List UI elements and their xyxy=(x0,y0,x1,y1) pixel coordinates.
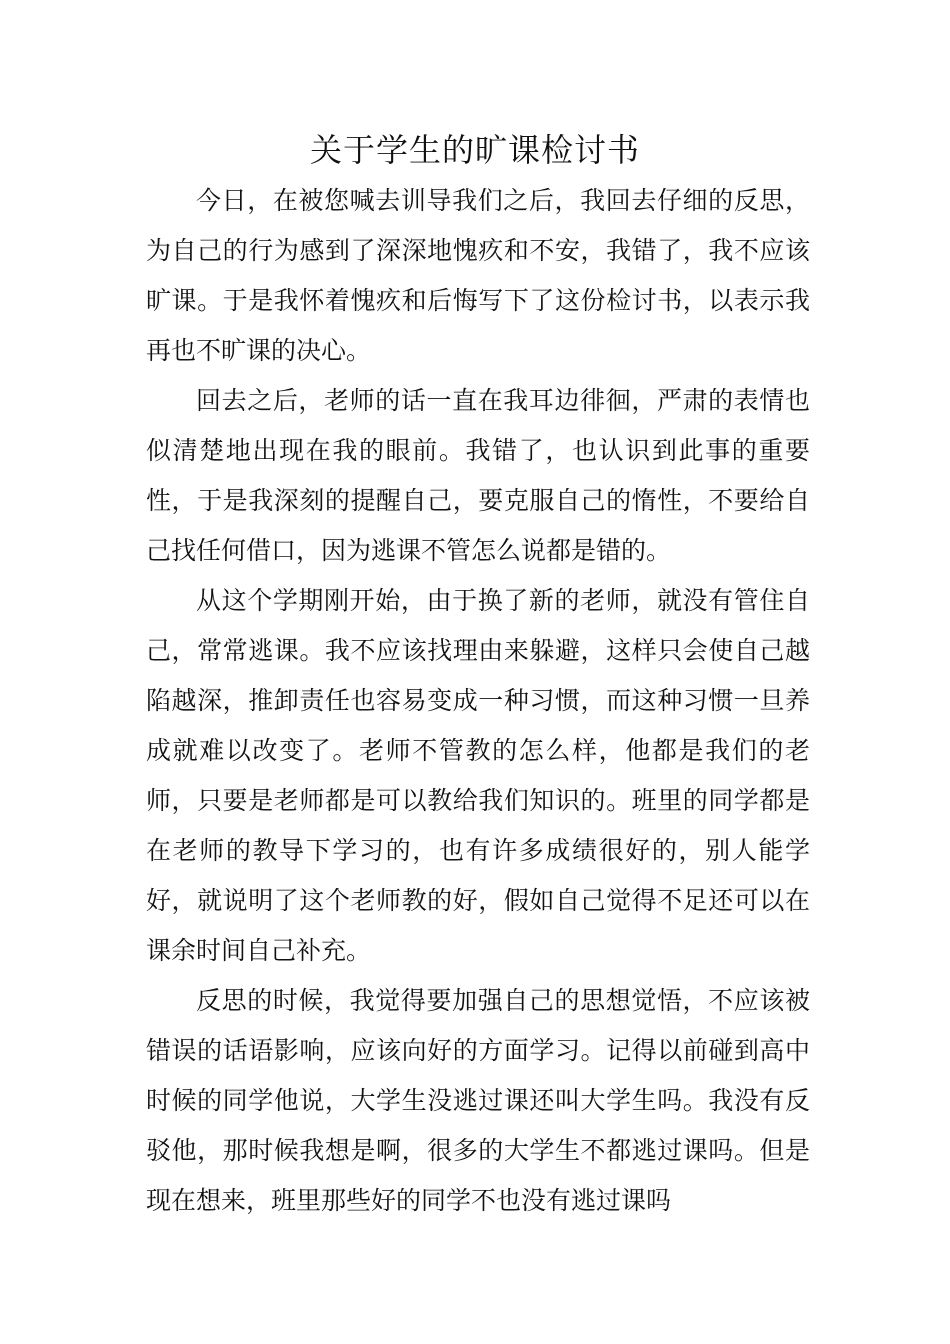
document-title: 关于学生的旷课检讨书 xyxy=(309,131,640,169)
paragraph-1: 今日，在被您喊去训导我们之后，我回去仔细的反思，为自己的行为感到了深深地愧疚和不安，我错了，我不应该旷课。于是我怀着愧疚和后悔写下了这份检讨书，以表示我再也不旷课的决心。 xyxy=(146,186,810,365)
paragraph-2: 回去之后，老师的话一直在我耳边徘徊，严肃的表情也似清楚地出现在我的眼前。我错了，也认识到此事的重要性，于是我深刻的提醒自己，要克服自己的惰性，不要给自己找任何借口，因为逃课不管怎么说都是错的。 xyxy=(146,386,810,565)
paragraph-4: 反思的时候，我觉得要加强自己的思想觉悟，不应该被错误的话语影响，应该向好的方面学习。记得以前碰到高中时候的同学他说，大学生没逃过课还叫大学生吗。我没有反驳他，那时候我想是啊，很多的大学生不都逃过课吗。但是现在想来，班里那些好的同学不也没有逃过课吗 xyxy=(146,986,810,1215)
document-body xyxy=(146,176,810,1226)
paragraph-3: 从这个学期刚开始，由于换了新的老师，就没有管住自己，常常逃课。我不应该找理由来躲避，这样只会使自己越陷越深，推卸责任也容易变成一种习惯，而这种习惯一旦养成就难以改变了。老师不管教的怎么样，他都是我们的老师，只要是老师都是可以教给我们知识的。班里的同学都是在老师的教导下学习的，也有许多成绩很好的，别人能学好，就说明了这个老师教的好，假如自己觉得不足还可以在课余时间自己补充。 xyxy=(146,586,810,965)
